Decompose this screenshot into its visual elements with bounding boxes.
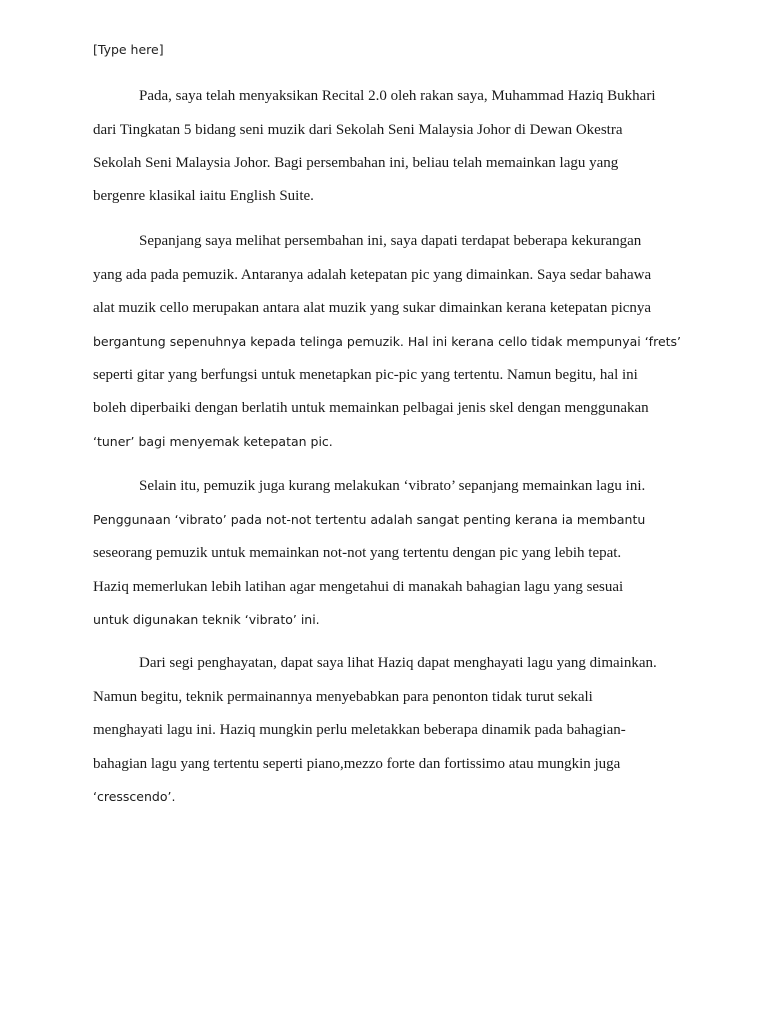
paragraph-line: bahagian lagu yang tertentu seperti piano,mezzo forte dan fortissimo atau mungkin juga xyxy=(93,756,621,772)
paragraph-line: Namun begitu, teknik permainannya menyebabkan para penonton tidak turut sekali xyxy=(93,689,593,705)
paragraph-line: untuk digunakan teknik ‘vibrato’ ini. xyxy=(93,612,320,627)
paragraph-line: Penggunaan ‘vibrato’ pada not-not tertentu adalah sangat penting kerana ia membantu xyxy=(93,512,646,527)
page-header: [Type here] xyxy=(93,42,164,57)
paragraph-line: seseorang pemuzik untuk memainkan not-not yang tertentu dengan pic yang lebih tepat. xyxy=(93,545,622,561)
paragraph-line: boleh diperbaiki dengan berlatih untuk memainkan pelbagai jenis skel dengan menggunakan xyxy=(93,400,649,416)
paragraph-line: Dari segi penghayatan, dapat saya lihat Haziq dapat menghayati lagu yang dimainkan. xyxy=(139,655,657,671)
paragraph-line: Selain itu, pemuzik juga kurang melakukan ‘vibrato’ sepanjang memainkan lagu ini. xyxy=(139,478,646,494)
paragraph-line: Haziq memerlukan lebih latihan agar mengetahui di manakah bahagian lagu yang sesuai xyxy=(93,579,624,595)
paragraph-line: menghayati lagu ini. Haziq mungkin perlu meletakkan beberapa dinamik pada bahagian- xyxy=(93,722,626,738)
paragraph-line: bergantung sepenuhnya kepada telinga pemuzik. Hal ini kerana cello tidak mempunyai ‘frets’ xyxy=(93,334,682,349)
paragraph-line: bergenre klasikal iaitu English Suite. xyxy=(93,188,314,204)
paragraph-line: seperti gitar yang berfungsi untuk menetapkan pic-pic yang tertentu. Namun begitu, hal ini xyxy=(93,367,638,383)
paragraph-line: ‘cresscendo’. xyxy=(93,789,176,804)
paragraph-line: Sekolah Seni Malaysia Johor. Bagi persembahan ini, beliau telah memainkan lagu yang xyxy=(93,155,619,171)
paragraph-line: Pada, saya telah menyaksikan Recital 2.0 oleh rakan saya, Muhammad Haziq Bukhari xyxy=(139,88,656,104)
paragraph-line: dari Tingkatan 5 bidang seni muzik dari Sekolah Seni Malaysia Johor di Dewan Okestra xyxy=(93,122,623,138)
paragraph-line: Sepanjang saya melihat persembahan ini, saya dapati terdapat beberapa kekurangan xyxy=(139,233,642,249)
paragraph-line: ‘tuner’ bagi menyemak ketepatan pic. xyxy=(93,434,333,449)
paragraph-line: yang ada pada pemuzik. Antaranya adalah ketepatan pic yang dimainkan. Saya sedar bahawa xyxy=(93,267,652,283)
paragraph-line: alat muzik cello merupakan antara alat muzik yang sukar dimainkan kerana ketepatan picnya xyxy=(93,300,652,316)
